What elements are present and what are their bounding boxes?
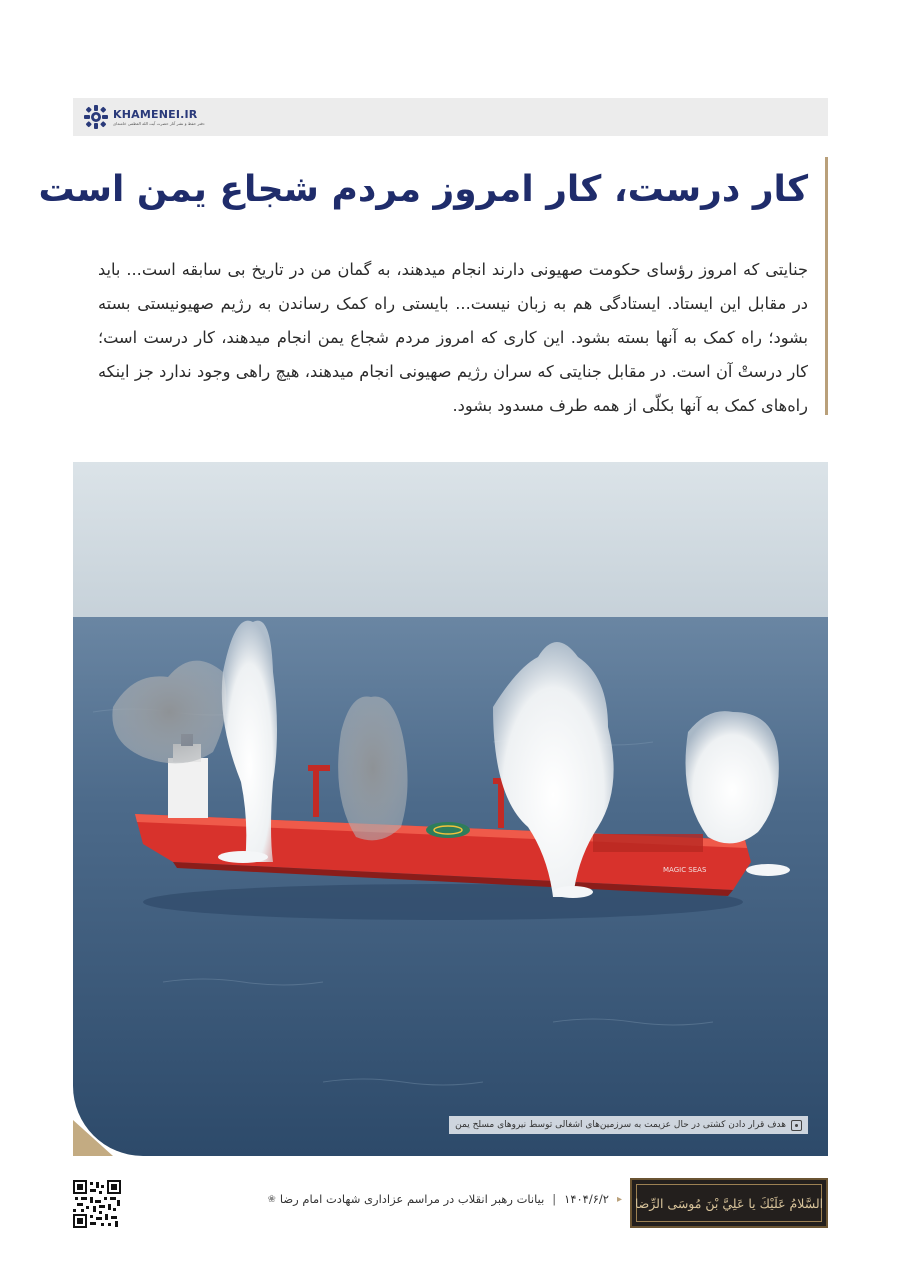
calligraphy-panel [630,1178,828,1228]
footer [0,1176,900,1232]
source-separator: | [552,1192,557,1206]
page-title: کار درست، کار امروز مردم شجاع یمن است [38,169,808,210]
logo-subtitle: دفتر حفظ و نشر آثار حضرت آیت الله العظمی خامنه‌ای [113,120,205,126]
photo-caption [449,1116,808,1134]
ship-name: MAGIC SEAS [663,866,707,874]
ship-attack-photo [73,462,828,1156]
source-attribution [267,1192,622,1206]
honorific-icon: ❀ [267,1193,276,1205]
header-bar [73,98,828,136]
source-date: ۱۴۰۴/۶/۲ [564,1192,609,1206]
logo-wordmark: KHAMENEI.IR [113,107,198,121]
photo-illustration [73,462,828,1156]
quote-text: جنایتی که امروز رؤسای حکومت صهیونی دارند انجام میدهند، به گمان من در تاریخ بی سابقه است... باید در مقابل این ایستاد. ایستادگی هم به زبان نیست... بایستی راه کمک رساندن به رژیم صهیونیستی بسته بشود؛ راه کمک به آنها بسته بشود. این کاری که امروز مردم شجاع یمن انجام میدهند، کار درست است؛ کار درستْ آن است. در مقابل جنایتی که سران رژیم صهیونی انجام میدهند، هیچ راهی وجود ندارد جز اینکه راه‌های کمک به آنها بکلّی از همه طرف مسدود بشود. [98,260,808,415]
logo-emblem-icon [83,104,109,130]
pointer-icon: ▸ [616,1193,622,1205]
qr-code-icon[interactable] [73,1180,121,1228]
source-text: بیانات رهبر انقلاب در مراسم عزاداری شهادت امام رضا [279,1192,545,1206]
quote-block [38,157,828,415]
calligraphy-text: السَّلامُ عَلَيْكَ يا عَلِيَّ بْنَ مُوسَى الرِّضا [634,1195,824,1211]
site-logo[interactable] [83,103,205,131]
photo-caption-text: هدف قرار دادن کشتی در حال عزیمت به سرزمین‌های اشغالی توسط نیروهای مسلح یمن [455,1120,786,1130]
sky [73,462,828,622]
camera-icon [791,1120,802,1131]
